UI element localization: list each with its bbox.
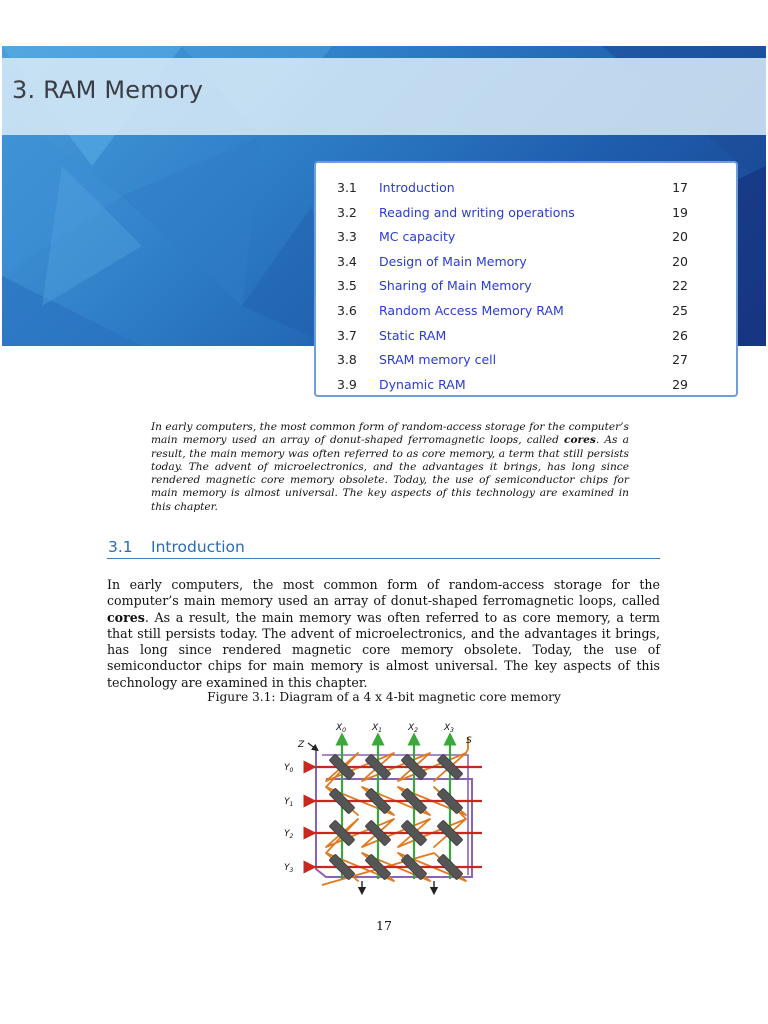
toc-entry[interactable] xyxy=(316,176,736,200)
y-wire-label: $Y_3$ xyxy=(284,863,294,874)
toc-link[interactable]: Random Access Memory RAM xyxy=(379,303,564,318)
x-wire-label: $X_1$ xyxy=(372,723,382,734)
y-wire-label: $Y_0$ xyxy=(284,763,294,774)
toc-number: 3.7 xyxy=(337,328,357,343)
toc-entry[interactable] xyxy=(316,373,736,397)
toc-entry[interactable] xyxy=(316,299,736,323)
toc-link[interactable]: Design of Main Memory xyxy=(379,254,527,269)
chapter-abstract xyxy=(151,421,629,514)
x-wire-label: $X_3$ xyxy=(444,723,454,734)
section-heading xyxy=(107,538,660,559)
core-memory-diagram xyxy=(282,719,492,895)
toc-number: 3.8 xyxy=(337,352,357,367)
section-title: Introduction xyxy=(151,538,245,556)
toc-entry[interactable] xyxy=(316,274,736,298)
toc-number: 3.1 xyxy=(337,180,357,195)
toc-page: 22 xyxy=(672,278,688,293)
toc-page: 25 xyxy=(672,303,688,318)
toc-page: 17 xyxy=(672,180,688,195)
toc-number: 3.4 xyxy=(337,254,357,269)
toc-entry[interactable] xyxy=(316,201,736,225)
toc-entry[interactable] xyxy=(316,324,736,348)
toc-link[interactable]: Static RAM xyxy=(379,328,447,343)
y-wire-subscript: 2 xyxy=(289,833,294,840)
toc-number: 3.5 xyxy=(337,278,357,293)
chapter-toc xyxy=(314,161,738,397)
toc-page: 29 xyxy=(672,377,688,392)
z-wire-label: Z xyxy=(298,740,305,750)
figure-caption: Figure 3.1: Diagram of a 4 x 4-bit magnetic core memory xyxy=(207,690,561,704)
toc-link[interactable]: Reading and writing operations xyxy=(379,205,575,220)
toc-page: 20 xyxy=(672,229,688,244)
toc-entry[interactable] xyxy=(316,250,736,274)
toc-number: 3.3 xyxy=(337,229,357,244)
y-wire-subscript: 3 xyxy=(289,867,294,874)
x-wire-label: $X_0$ xyxy=(336,723,346,734)
abstract-bold-term: cores xyxy=(564,434,596,447)
toc-link[interactable]: MC capacity xyxy=(379,229,456,244)
toc-page: 26 xyxy=(672,328,688,343)
toc-number: 3.6 xyxy=(337,303,357,318)
toc-link[interactable]: Introduction xyxy=(379,180,455,195)
abstract-text: In early computers, the most common form of random-access storage for the computer’s main memory used an array of donut-shaped ferromagnetic loops, called xyxy=(151,421,629,447)
y-wire-label: $Y_2$ xyxy=(284,829,294,840)
toc-link[interactable]: SRAM memory cell xyxy=(379,352,497,367)
page-number: 17 xyxy=(376,918,392,933)
toc-page: 27 xyxy=(672,352,688,367)
paragraph-bold-term: cores xyxy=(107,609,145,625)
toc-page: 20 xyxy=(672,254,688,269)
section-number: 3.1 xyxy=(108,538,133,556)
toc-link[interactable]: Sharing of Main Memory xyxy=(379,278,532,293)
toc-link[interactable]: Dynamic RAM xyxy=(379,377,466,392)
paragraph-text: In early computers, the most common form of random-access storage for the computer’s main memory used an array of donut-shaped ferromagnetic loops, called xyxy=(107,577,660,609)
y-wire-subscript: 0 xyxy=(289,767,294,774)
y-wire-subscript: 1 xyxy=(289,801,294,808)
x-wire-subscript: 3 xyxy=(450,727,454,734)
chapter-title: 3. RAM Memory xyxy=(12,76,204,104)
x-wire-subscript: 0 xyxy=(342,727,346,734)
x-wire-label: $X_2$ xyxy=(408,723,418,734)
toc-entry[interactable] xyxy=(316,348,736,372)
s-wire-label: S xyxy=(466,736,472,746)
abstract-text: . As a result, the main memory was often referred to as core memory, a term that still persists today. The advent of microelectronics, and the advantages it brings, has long since rendered magnetic core memory obsolete. Today, the use of semiconductor chips for main memory is almost universal. The key aspects of this technology are examined in this chapter. xyxy=(151,434,629,513)
z-arrow xyxy=(308,743,316,749)
toc-page: 19 xyxy=(672,205,688,220)
x-wire-subscript: 1 xyxy=(378,727,382,734)
toc-entry[interactable] xyxy=(316,225,736,249)
paragraph-text: . As a result, the main memory was often referred to as core memory, a term that still persists today. The advent of microelectronics, and the advantages it brings, has long since rendered magnetic core memory obsolete. Today, the use of semiconductor chips for main memory is almost universal. The key aspects of this technology are examined in this chapter. xyxy=(107,609,660,690)
toc-number: 3.9 xyxy=(337,377,357,392)
core-memory-svg xyxy=(282,719,492,895)
section-paragraph xyxy=(107,577,660,691)
y-wire-label: $Y_1$ xyxy=(284,797,294,808)
x-wire-subscript: 2 xyxy=(414,727,418,734)
toc-number: 3.2 xyxy=(337,205,357,220)
